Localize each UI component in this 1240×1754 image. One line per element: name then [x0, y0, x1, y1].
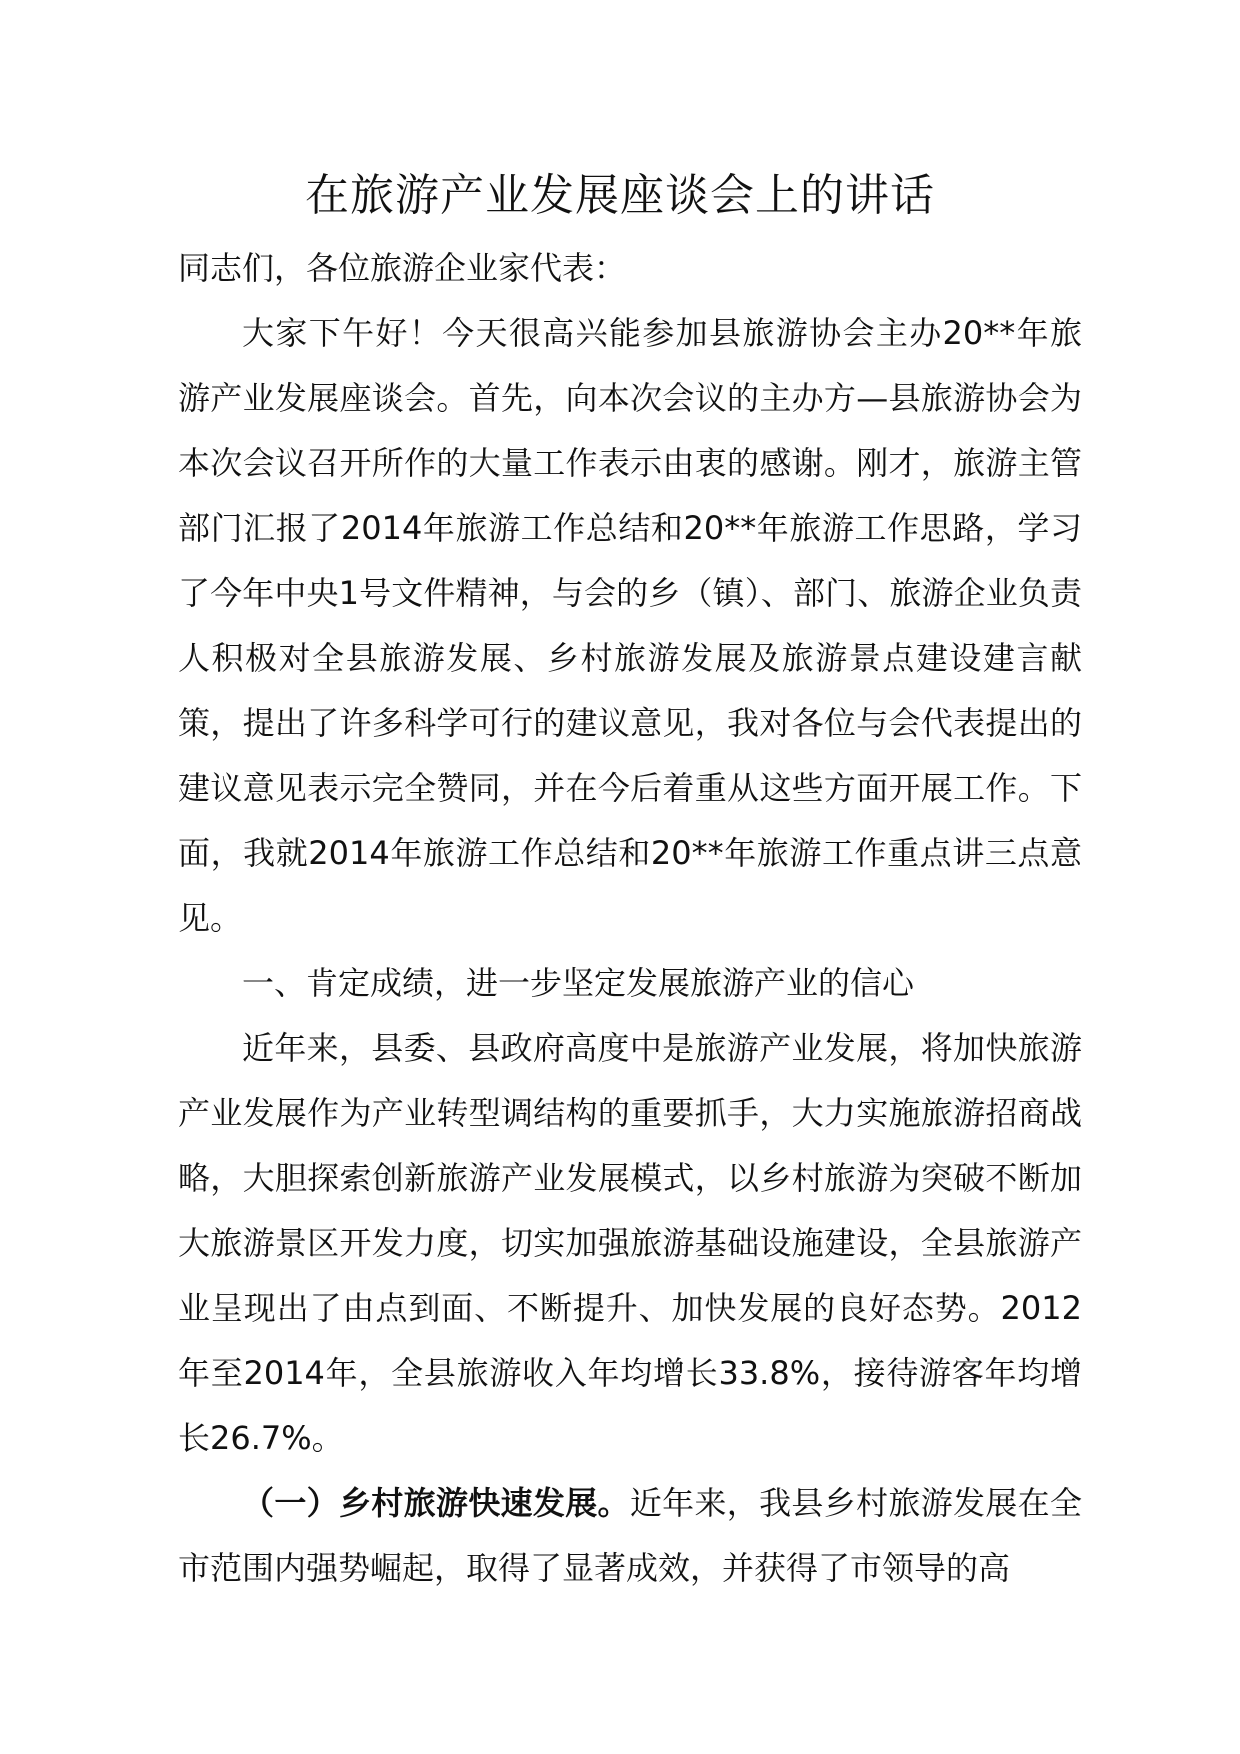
paragraph-opening: 大家下午好！今天很高兴能参加县旅游协会主办20**年旅游产业发展座谈会。首先，向本次会议的主办方—县旅游协会为本次会议召开所作的大量工作表示由衷的感谢。刚才，旅游主管部门汇报了2014年旅游工作总结和20**年旅游工作思路，学习了今年中央1号文件精神，与会的乡（镇）、部门、旅游企业负责人积极对全县旅游发展、乡村旅游发展及旅游景点建设建言献策，提出了许多科学可行的建议意见，我对各位与会代表提出的建议意见表示完全赞同，并在今后着重从这些方面开展工作。下面，我就2014年旅游工作总结和20**年旅游工作重点讲三点意见。 [178, 314, 1082, 937]
paragraph-achievements: 近年来，县委、县政府高度中是旅游产业发展，将加快旅游产业发展作为产业转型调结构的重要抓手，大力实施旅游招商战略，大胆探索创新旅游产业发展模式，以乡村旅游为突破不断加大旅游景区开发力度，切实加强旅游基础设施建设，全县旅游产业呈现出了由点到面、不断提升、加快发展的良好态势。2012年至2014年，全县旅游收入年均增长33.8%，接待游客年均增长26.7%。 [178, 1029, 1082, 1457]
subsection-heading-1: （一）乡村旅游快速发展。 [242, 1484, 630, 1522]
subsection-1-text: 近年来，我县乡村旅游发展在全市范围内强势崛起，取得了显著成效，并获得了市领导的高 [178, 1484, 1082, 1587]
section-heading-1: 一、肯定成绩，进一步坚定发展旅游产业的信心 [242, 964, 915, 1002]
salutation: 同志们，各位旅游企业家代表： [178, 249, 627, 287]
document-title: 在旅游产业发展座谈会上的讲话 [305, 170, 935, 221]
paragraph-subsection-1 [178, 1471, 1082, 1601]
document-body [178, 236, 1082, 1601]
